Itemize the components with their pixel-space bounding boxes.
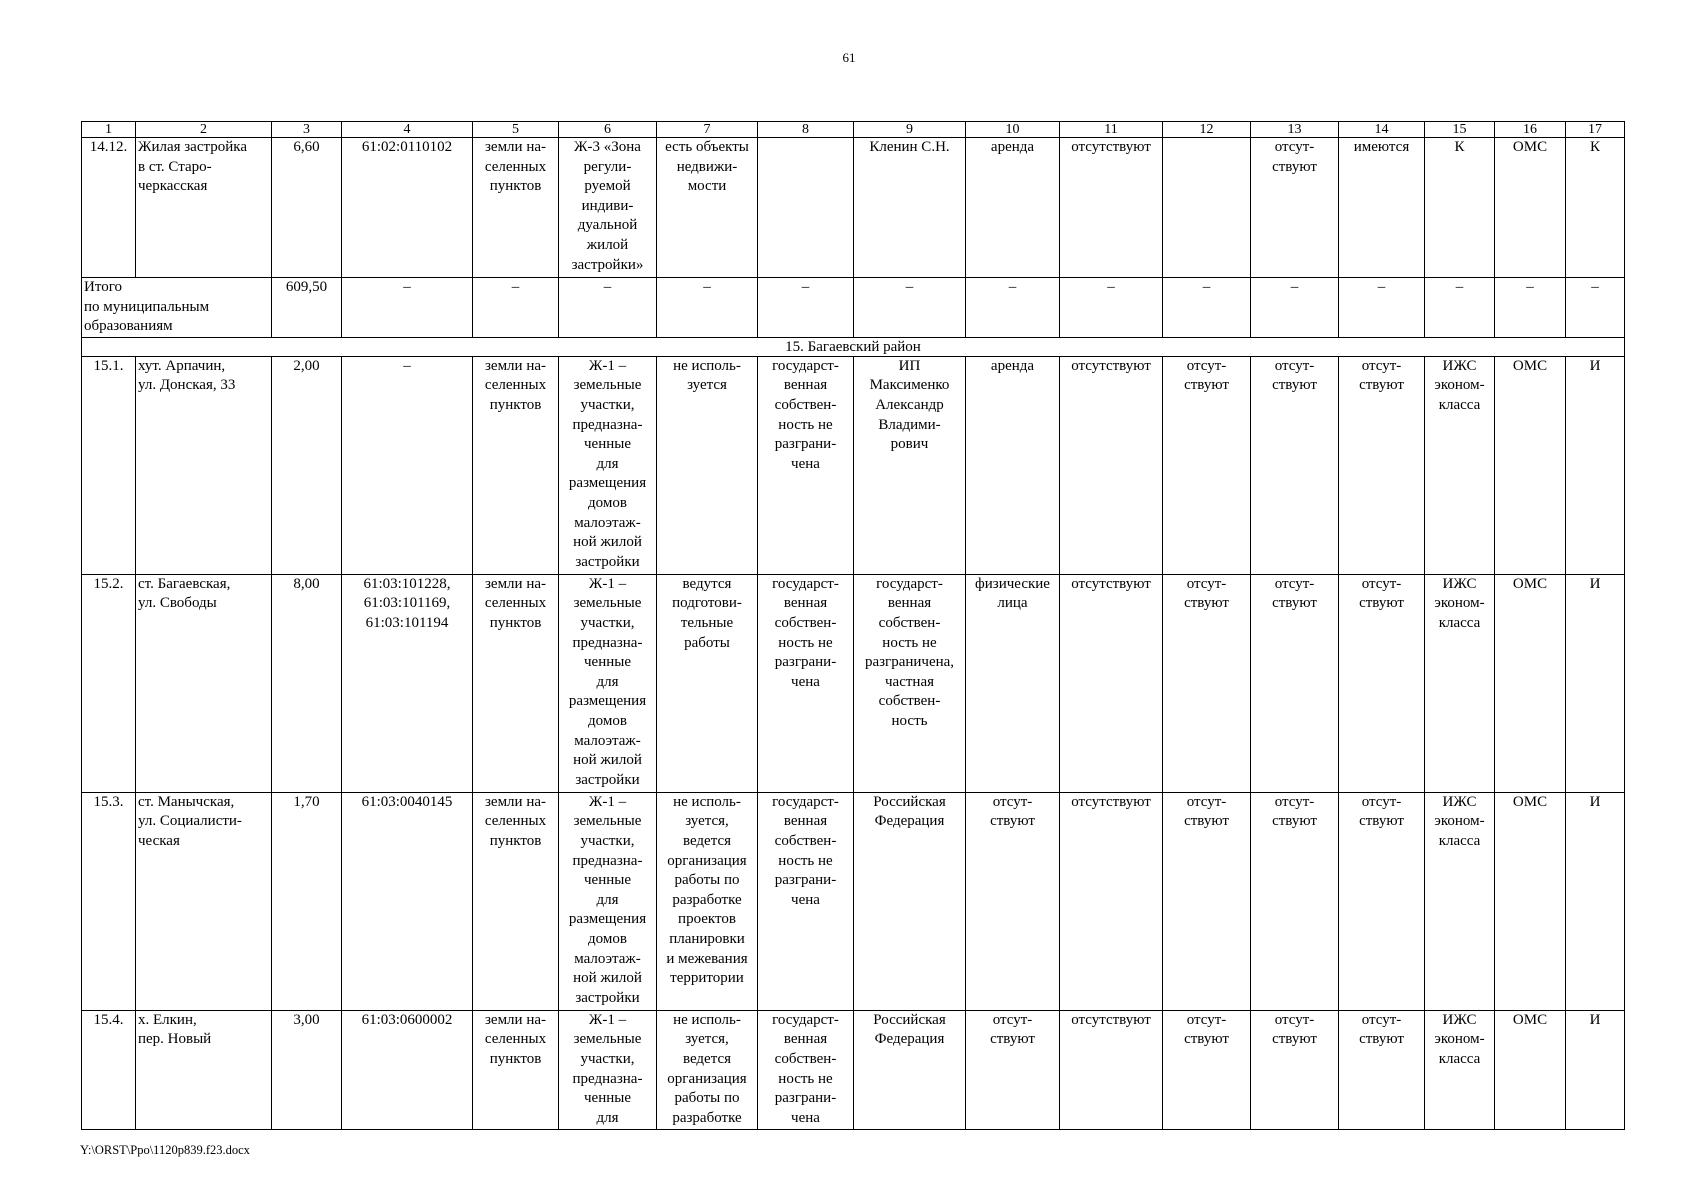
ownership: государст- венная собствен- ность не разграни- чена: [758, 1010, 854, 1129]
current-use: есть объекты недвижи- мости: [657, 138, 758, 278]
dash-cell: –: [657, 278, 758, 338]
dash-cell: –: [473, 278, 559, 338]
plot-location: ст. Багаевская, ул. Свободы: [136, 574, 272, 792]
housing-type: К: [1425, 138, 1495, 278]
section-title: 15. Багаевский район: [82, 337, 1625, 356]
ownership: [758, 138, 854, 278]
housing-type: ИЖС эконом- класса: [1425, 356, 1495, 574]
section-row: [82, 337, 1625, 356]
owner: ИП Максименко Александр Владими- рович: [854, 356, 966, 574]
cadastral-number: 61:03:0040145: [342, 792, 473, 1010]
owner: Кленин С.Н.: [854, 138, 966, 278]
column-number: 3: [272, 122, 342, 138]
owner: государст- венная собствен- ность не разграничена, частная собствен- ность: [854, 574, 966, 792]
col-11: отсутствуют: [1060, 574, 1163, 792]
column-number: 1: [82, 122, 136, 138]
col-13: отсут- ствуют: [1251, 574, 1339, 792]
col-17: И: [1566, 356, 1625, 574]
footer-file-path: Y:\ORST\Ppo\1120p839.f23.docx: [80, 1143, 250, 1157]
plot-area: 2,00: [272, 356, 342, 574]
ownership: государст- венная собствен- ность не разграни- чена: [758, 356, 854, 574]
col-14: имеются: [1339, 138, 1425, 278]
land-category: земли на- селенных пунктов: [473, 356, 559, 574]
right-type: отсут- ствуют: [966, 792, 1060, 1010]
zoning: Ж-1 – земельные участки, предназна- ченные для размещения домов малоэтаж- ной жилой застройки: [559, 574, 657, 792]
dash-cell: –: [1566, 278, 1625, 338]
column-number: 16: [1495, 122, 1566, 138]
col-13: отсут- ствуют: [1251, 1010, 1339, 1129]
land-category: земли на- селенных пунктов: [473, 1010, 559, 1129]
row-number: 15.3.: [82, 792, 136, 1010]
col-12: отсут- ствуют: [1163, 1010, 1251, 1129]
col-11: отсутствуют: [1060, 356, 1163, 574]
housing-type: ИЖС эконом- класса: [1425, 574, 1495, 792]
col-14: отсут- ствуют: [1339, 792, 1425, 1010]
table-row: [82, 356, 1625, 574]
col-11: отсутствуют: [1060, 1010, 1163, 1129]
cadastral-number: 61:03:101228, 61:03:101169, 61:03:101194: [342, 574, 473, 792]
col-12: [1163, 138, 1251, 278]
dash-cell: –: [1425, 278, 1495, 338]
current-use: ведутся подготови- тельные работы: [657, 574, 758, 792]
plot-location: хут. Арпачин, ул. Донская, 33: [136, 356, 272, 574]
land-category: земли на- селенных пунктов: [473, 574, 559, 792]
current-use: не исполь- зуется: [657, 356, 758, 574]
table-row: [82, 574, 1625, 792]
land-category: земли на- селенных пунктов: [473, 792, 559, 1010]
plot-area: 1,70: [272, 792, 342, 1010]
row-number: 15.2.: [82, 574, 136, 792]
col-14: отсут- ствуют: [1339, 1010, 1425, 1129]
owner: Российская Федерация: [854, 1010, 966, 1129]
column-number: 15: [1425, 122, 1495, 138]
column-number: 6: [559, 122, 657, 138]
right-type: аренда: [966, 138, 1060, 278]
dash-cell: –: [1339, 278, 1425, 338]
col-13: отсут- ствуют: [1251, 138, 1339, 278]
housing-type: ИЖС эконом- класса: [1425, 792, 1495, 1010]
zoning: Ж-3 «Зона регули- руемой индиви- дуальной жилой застройки»: [559, 138, 657, 278]
ownership: государст- венная собствен- ность не разграни- чена: [758, 574, 854, 792]
plot-area: 3,00: [272, 1010, 342, 1129]
column-number: 2: [136, 122, 272, 138]
total-value: 609,50: [272, 278, 342, 338]
plot-area: 8,00: [272, 574, 342, 792]
col-11: отсутствуют: [1060, 792, 1163, 1010]
col-17: И: [1566, 574, 1625, 792]
right-type: физические лица: [966, 574, 1060, 792]
column-number: 10: [966, 122, 1060, 138]
col-13: отсут- ствуют: [1251, 356, 1339, 574]
table-row: [82, 138, 1625, 278]
right-type: отсут- ствуют: [966, 1010, 1060, 1129]
authority: ОМС: [1495, 356, 1566, 574]
col-12: отсут- ствуют: [1163, 574, 1251, 792]
dash-cell: –: [1060, 278, 1163, 338]
column-number: 8: [758, 122, 854, 138]
col-12: отсут- ствуют: [1163, 356, 1251, 574]
column-number: 12: [1163, 122, 1251, 138]
cadastral-number: –: [342, 356, 473, 574]
ownership: государст- венная собствен- ность не разграни- чена: [758, 792, 854, 1010]
dash-cell: –: [342, 278, 473, 338]
authority: ОМС: [1495, 792, 1566, 1010]
col-14: отсут- ствуют: [1339, 356, 1425, 574]
land-plots-table: [81, 121, 1625, 1130]
table-row: [82, 1010, 1625, 1129]
current-use: не исполь- зуется, ведется организация работы по разработке: [657, 1010, 758, 1129]
column-number: 4: [342, 122, 473, 138]
column-number: 5: [473, 122, 559, 138]
right-type: аренда: [966, 356, 1060, 574]
zoning: Ж-1 – земельные участки, предназна- ченные для размещения домов малоэтаж- ной жилой застройки: [559, 792, 657, 1010]
table-row: [82, 792, 1625, 1010]
total-row: [82, 278, 1625, 338]
owner: Российская Федерация: [854, 792, 966, 1010]
dash-cell: –: [1251, 278, 1339, 338]
total-label: Итого по муниципальным образованиям: [82, 278, 272, 338]
authority: ОМС: [1495, 574, 1566, 792]
plot-location: Жилая застройка в ст. Старо- черкасская: [136, 138, 272, 278]
col-14: отсут- ствуют: [1339, 574, 1425, 792]
row-number: 15.4.: [82, 1010, 136, 1129]
plot-area: 6,60: [272, 138, 342, 278]
authority: ОМС: [1495, 1010, 1566, 1129]
col-17: И: [1566, 1010, 1625, 1129]
dash-cell: –: [854, 278, 966, 338]
page-number: 61: [842, 50, 856, 65]
column-number: 13: [1251, 122, 1339, 138]
housing-type: ИЖС эконом- класса: [1425, 1010, 1495, 1129]
plot-location: х. Елкин, пер. Новый: [136, 1010, 272, 1129]
current-use: не исполь- зуется, ведется организация работы по разработке проектов планировки и межевания территории: [657, 792, 758, 1010]
dash-cell: –: [758, 278, 854, 338]
column-number: 7: [657, 122, 758, 138]
col-17: К: [1566, 138, 1625, 278]
zoning: Ж-1 – земельные участки, предназна- ченные для размещения домов малоэтаж- ной жилой застройки: [559, 356, 657, 574]
row-number: 15.1.: [82, 356, 136, 574]
col-17: И: [1566, 792, 1625, 1010]
cadastral-number: 61:03:0600002: [342, 1010, 473, 1129]
zoning: Ж-1 – земельные участки, предназна- ченные для: [559, 1010, 657, 1129]
col-11: отсутствуют: [1060, 138, 1163, 278]
dash-cell: –: [966, 278, 1060, 338]
column-number: 9: [854, 122, 966, 138]
land-category: земли на- селенных пунктов: [473, 138, 559, 278]
dash-cell: –: [1495, 278, 1566, 338]
col-13: отсут- ствуют: [1251, 792, 1339, 1010]
plot-location: ст. Манычская, ул. Социалисти- ческая: [136, 792, 272, 1010]
column-number-row: [82, 122, 1625, 138]
dash-cell: –: [1163, 278, 1251, 338]
row-number: 14.12.: [82, 138, 136, 278]
dash-cell: –: [559, 278, 657, 338]
authority: ОМС: [1495, 138, 1566, 278]
col-12: отсут- ствуют: [1163, 792, 1251, 1010]
cadastral-number: 61:02:0110102: [342, 138, 473, 278]
column-number: 17: [1566, 122, 1625, 138]
column-number: 14: [1339, 122, 1425, 138]
column-number: 11: [1060, 122, 1163, 138]
